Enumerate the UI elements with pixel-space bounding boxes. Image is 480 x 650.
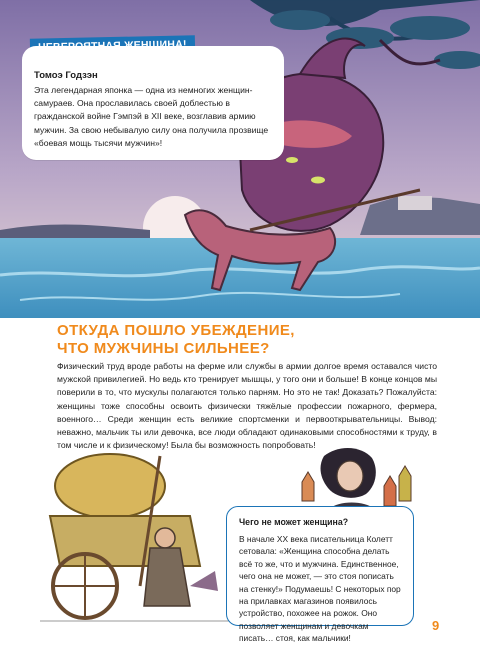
box-title: Чего не может женщина? [239,517,349,527]
body-paragraph: Физический труд вроде работы на ферме или службы в армии долгое время оставался чисто мужской привилегией. Но ведь кто тренирует мышцы, у того они и больше! В конце концов мы поверили в то, что мускулы полагаются только парням. Но это не так! Доказать? Пожалуйста: женщины тоже способны освоить физически тяжёлые профессии пожарного, фермера, военного… Среди женщин есть великие спортсменки и первооткрывательницы. Вывод: неважно, мальчик ты или девочка, все люди обладают одинаковыми способностями к труду, в том числе и к физическому! Была бы возможность попробовать! [57,361,437,451]
farm-illustration [40,446,250,631]
writer-face [337,461,363,491]
hay-cart-scene [40,446,250,631]
heading-line-2: ЧТО МУЖЧИНЫ СИЛЬНЕЕ? [57,340,270,357]
farmer-head [155,528,175,548]
cat-1 [302,472,314,501]
small-child [190,571,218,591]
callout-name: Томоэ Годзэн [34,70,98,81]
callout-text: Эта легендарная японка — одна из немногих женщин-самураев. Она прославилась своей доблестью в гражданской войне Гэмпэй в XII веке, возглавив армию мужчин. За свою небывалую силу она получила прозвище «боевая мощь тысячи мужчин»! [34,85,269,148]
cat-2 [384,476,396,506]
cat-3 [399,466,411,501]
distant-house [398,196,432,210]
page-number: 9 [432,618,440,633]
box-text: В начале XX века писательница Колетт сетовала: «Женщина способна делать всё то же, что и мужчина. Единственное, чего она не может, — это стоя пописать на стенку!» Подумаешь! С некоторых пор на прилавках магазинов появилось устройство, похожее на рожок. Оно позволяет женщинам и девочкам писать… стоя, как мальчики! [239,534,401,644]
section-heading [57,322,437,358]
haystack [55,454,165,518]
incredible-woman-callout [22,46,284,160]
heading-line-1: ОТКУДА ПОШЛО УБЕЖДЕНИЕ, [57,322,295,339]
colette-box [226,506,414,644]
